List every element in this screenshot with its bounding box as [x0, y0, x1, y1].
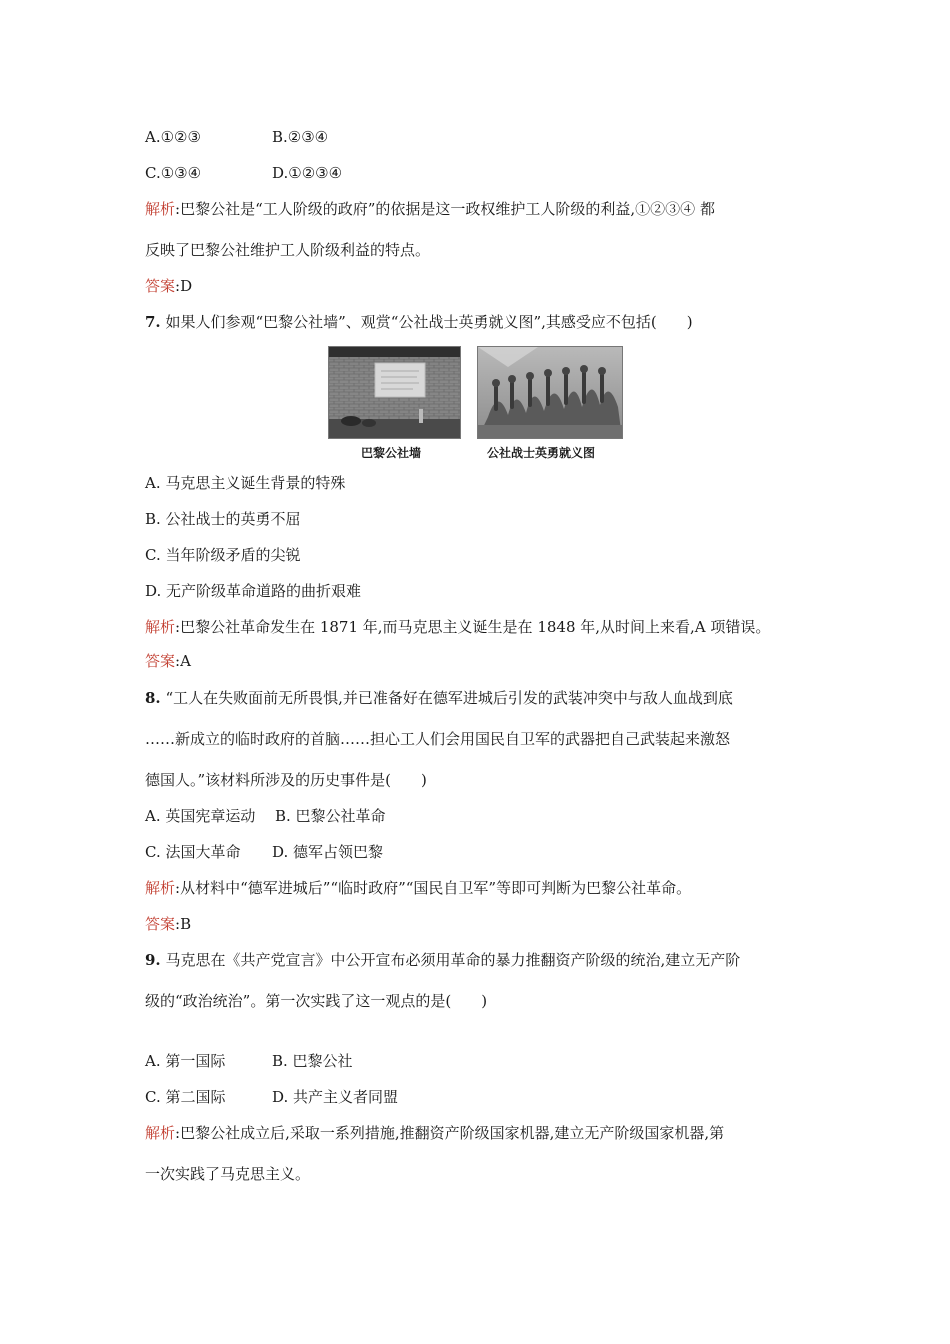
q6-analysis-line-2: 反映了巴黎公社维护工人阶级利益的特点。 [145, 241, 431, 259]
q8-option-b: B. 巴黎公社革命 [275, 807, 386, 825]
q7-answer-label: 答案 [145, 652, 176, 670]
q6-analysis [145, 199, 715, 219]
q7-option-b: B. 公社战士的英勇不屈 [145, 510, 301, 528]
q9-stem-line-1 [145, 950, 740, 970]
wall-photo-image [329, 347, 460, 438]
q7-stem [145, 312, 693, 332]
q8-text-1: “工人在失败面前无所畏惧,并已准备好在德军进城后引发的武装冲突中与敌人血战到底 [160, 689, 733, 707]
q8-analysis [145, 878, 691, 898]
execution-painting-image [478, 347, 622, 438]
q9-option-c: C. 第二国际 [145, 1088, 226, 1106]
q9-option-a: A. 第一国际 [145, 1052, 226, 1070]
q8-options-row-1 [145, 806, 386, 826]
q8-answer-label: 答案 [145, 915, 176, 933]
q6-option-a: A.①②③ [145, 128, 201, 146]
q8-answer-value: :B [175, 915, 192, 933]
q9-text-1: 马克思在《共产党宣言》中公开宣布必须用革命的暴力推翻资产阶级的统治,建立无产阶 [160, 951, 741, 969]
wall-photo-caption: 巴黎公社墙 [361, 446, 422, 460]
q6-answer-value: :D [175, 277, 193, 295]
q6-analysis-label: 解析 [145, 200, 176, 218]
q8-stem-line-2: ……新成立的临时政府的首脑……担心工人们会用国民自卫军的武器把自己武装起来激怒 [145, 730, 731, 748]
q8-stem-line-1 [145, 688, 733, 708]
q8-analysis-label: 解析 [145, 879, 176, 897]
q6-analysis-line-1: :巴黎公社是“工人阶级的政府”的依据是这一政权维护工人阶级的利益,①②③④ 都 [175, 200, 715, 218]
q9-options-row-1 [145, 1051, 353, 1071]
q8-option-c: C. 法国大革命 [145, 843, 241, 861]
q9-option-d: D. 共产主义者同盟 [272, 1088, 399, 1106]
q9-stem-line-2: 级的“政治统治”。第一次实践了这一观点的是( ) [145, 992, 488, 1010]
q6-answer-label: 答案 [145, 277, 176, 295]
painting-caption: 公社战士英勇就义图 [487, 446, 596, 460]
q7-number: 7. [145, 313, 161, 331]
q7-analysis [145, 617, 770, 637]
q7-option-d: D. 无产阶级革命道路的曲折艰难 [145, 582, 362, 600]
q7-answer-value: :A [175, 652, 191, 670]
q7-option-a: A. 马克思主义诞生背景的特殊 [145, 474, 346, 492]
q6-options-row-2 [145, 163, 343, 183]
q6-options-row-1 [145, 127, 329, 147]
q9-analysis-label: 解析 [145, 1124, 176, 1142]
q9-options-row-2 [145, 1087, 399, 1107]
q9-option-b: B. 巴黎公社 [272, 1052, 353, 1070]
martyrs-execution-painting [477, 346, 623, 439]
q8-analysis-text: :从材料中“德军进城后”“临时政府”“国民自卫军”等即可判断为巴黎公社革命。 [175, 879, 692, 897]
q6-option-b: B.②③④ [272, 128, 329, 146]
q9-analysis [145, 1123, 724, 1143]
q7-text: 如果人们参观“巴黎公社墙”、观赏“公社战士英勇就义图”,其感受应不包括( ) [160, 313, 693, 331]
q9-number: 9. [145, 951, 161, 969]
q8-stem-line-3: 德国人。”该材料所涉及的历史事件是( ) [145, 771, 427, 789]
q8-options-row-2 [145, 842, 384, 862]
q8-answer [145, 914, 191, 934]
q7-analysis-text: :巴黎公社革命发生在 1871 年,而马克思主义诞生是在 1848 年,从时间上来看,A 项错误。 [175, 618, 771, 636]
q9-analysis-line-1: :巴黎公社成立后,采取一系列措施,推翻资产阶级国家机器,建立无产阶级国家机器,第 [175, 1124, 725, 1142]
paris-commune-wall-photo [328, 346, 461, 439]
q8-number: 8. [145, 689, 161, 707]
q8-option-d: D. 德军占领巴黎 [272, 843, 384, 861]
q7-option-c: C. 当年阶级矛盾的尖锐 [145, 546, 301, 564]
q7-analysis-label: 解析 [145, 618, 176, 636]
q8-option-a: A. 英国宪章运动 [145, 807, 256, 825]
q6-answer [145, 276, 192, 296]
q6-option-d: D.①②③④ [272, 164, 343, 182]
q6-option-c: C.①③④ [145, 164, 202, 182]
q7-answer [145, 651, 191, 671]
q9-analysis-line-2: 一次实践了马克思主义。 [145, 1165, 311, 1183]
